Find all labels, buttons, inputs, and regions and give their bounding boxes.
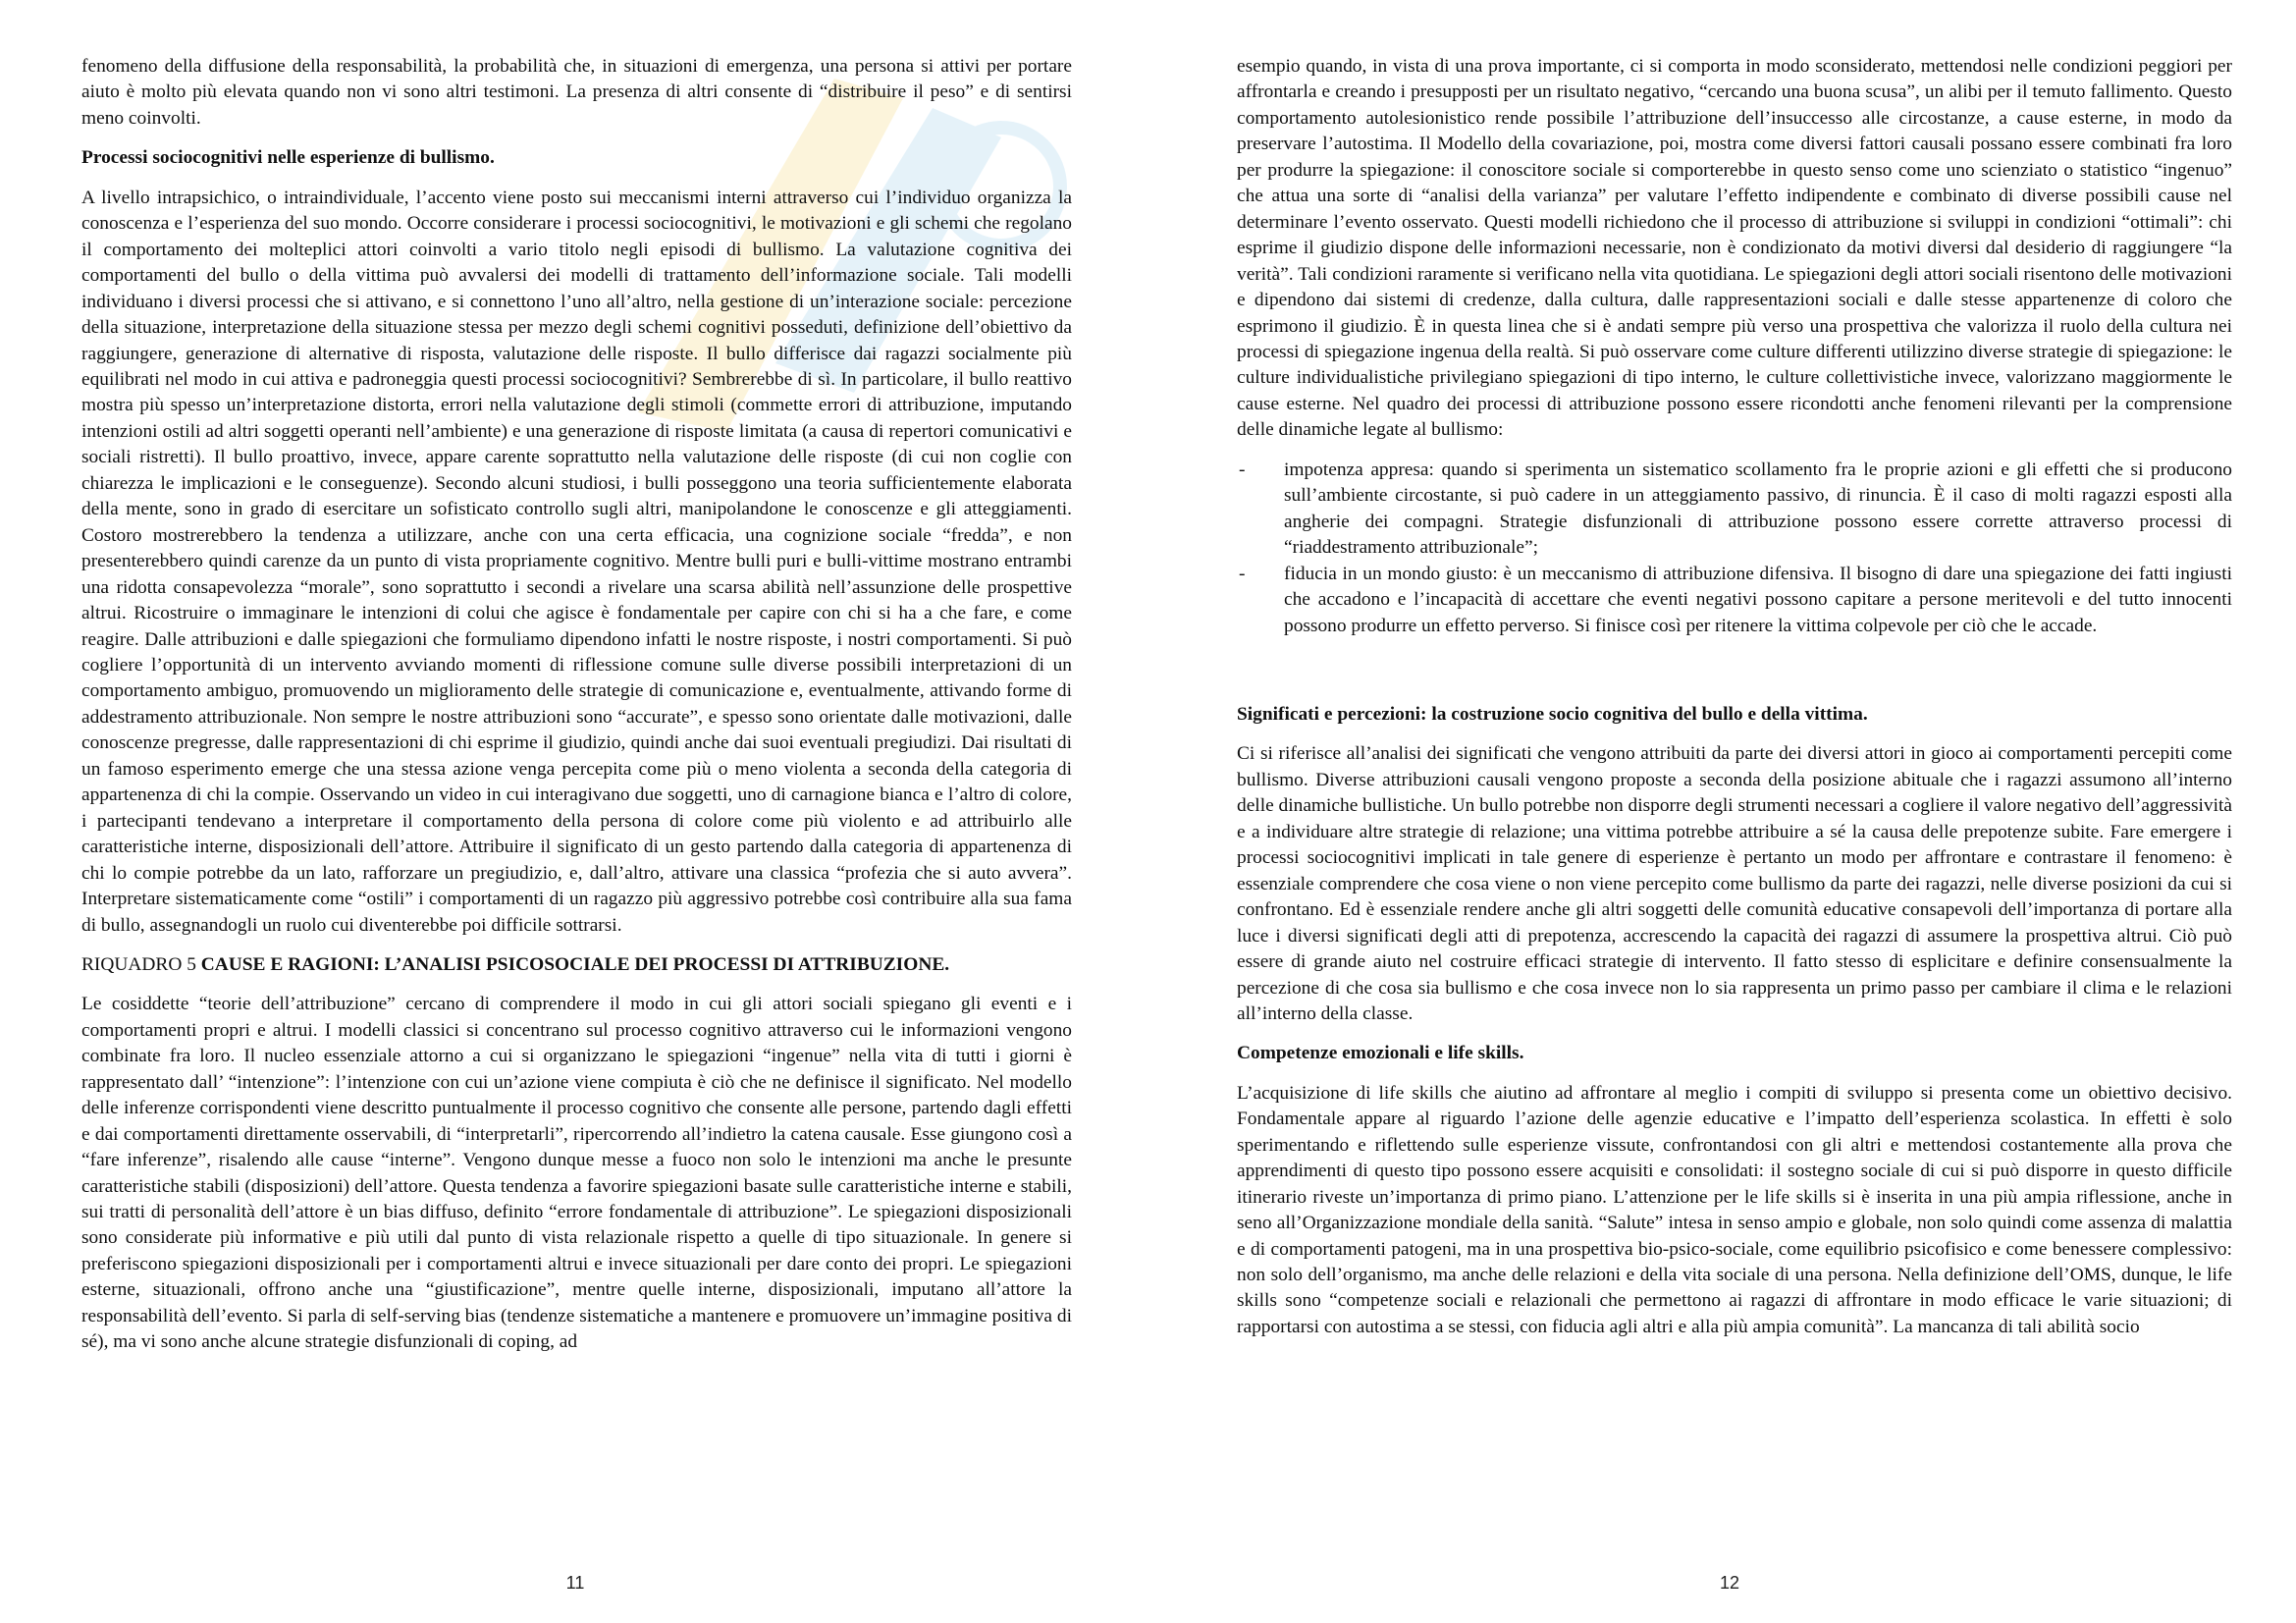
box-title	[81, 952, 1072, 978]
list-item	[1237, 458, 2232, 562]
right-paragraph-1: esempio quando, in vista di una prova importante, ci si comporta in modo sconsiderato, mettendosi nelle condizioni peggiori per affrontarla e creando i presupposti per un risultato negativo, “cercando una buona scusa”, un alibi per il temuto fallimento. Questo comportamento autolesionistico rende possibile l’attribuzione dell’insuccesso alle circostanze, a cause esterne, in modo da preservare l’autostima. Il Modello della covariazione, poi, mostra come diversi fattori causali possano essere combinati fra loro per produrre la spiegazione: il conoscitore sociale si comporterebbe in questo senso come uno scienziato o statistico “ingenuo” che attua una sorte di “analisi della varianza” per valutare l’effetto indipendente e combinato di diverse possibili cause nel determinare l’evento osservato. Questi modelli richiedono che il processo di attribuzione si sviluppi in condizioni “ottimali”: chi esprime il giudizio dispone delle informazioni necessarie, non è condizionato da motivi diversi dal desiderio di raggiungere “la verità”. Tali condizioni raramente si verificano nella vita quotidiana. Le spiegazioni degli attori sociali risentono delle motivazioni e dipendono dai sistemi di credenze, dalla cultura, dalle rappresentazioni sociali e dalle stesse appartenenze di coloro che esprimono il giudizio. È in questa linea che si è andati sempre più verso una prospettiva che valorizza il ruolo della cultura nei processi di spiegazione ingenua della realtà. Si può osservare come culture differenti utilizzino diverse strategie di spiegazione: le culture individualistiche privilegiano spiegazioni di tipo interno, le culture collettivistiche invece, valorizzano maggiormente le cause esterne. Nel quadro dei processi di attribuzione possono essere ricondotti anche fenomeni rilevanti per la comprensione delle dinamiche legate al bullismo:	[1237, 56, 2232, 441]
list-item-text: impotenza appresa: quando si sperimenta un sistematico scollamento fra le proprie azioni e gli effetti che si producono sull’ambiente circostante, si può cadere in un atteggiamento passivo, di rinuncia. È il caso di molti ragazzi esposti alla angherie dei compagni. Strategie disfunzionali di attribuzione possono essere corrette attraverso processi di “riaddestramento attribuzionale”;	[1284, 459, 2232, 559]
right-heading-competenze: Competenze emozionali e life skills.	[1237, 1043, 1524, 1064]
page-number-right: 12	[1719, 1573, 1740, 1593]
page-number-left: 11	[565, 1573, 585, 1593]
list-item	[1237, 562, 2232, 639]
left-paragraph-2: A livello intrapsichico, o intraindividuale, l’accento viene posto sui meccanismi interni attraverso cui l’individuo organizza la conoscenza e l’esperienza del suo mondo. Occorre considerare i processi sociocognitivi, le motivazioni e gli schemi che regolano il comportamento dei molteplici attori coinvolti a vario titolo negli episodi di bullismo. La valutazione cognitiva dei comportamenti del bullo o della vittima può avvalersi dei modelli di trattamento dell’informazione sociale. Tali modelli individuano i diversi processi che si attivano, e si connettono l’uno all’altro, nella gestione di un’interazione sociale: percezione della situazione, interpretazione della situazione stessa per mezzo degli schemi cognitivi posseduti, definizione dell’obiettivo da raggiungere, generazione di alternative di risposta, valutazione delle risposte. Il bullo differisce dai ragazzi socialmente più equilibrati nel modo in cui attiva e padroneggia questi processi sociocognitivi? Sembrerebbe di sì. In particolare, il bullo reattivo mostra più spesso un’interpretazione distorta, errori nella valutazione degli stimoli (commette errori di attribuzione, imputando intenzioni ostili ad altri soggetti operanti nell’ambiente) e una generazione di risposte limitata (a causa di repertori comunicativi e sociali ristretti). Il bullo proattivo, invece, appare carente soprattutto nella valutazione delle risposte (di cui non coglie con chiarezza le implicazioni e le conseguenze). Secondo alcuni studiosi, i bulli posseggono una teoria sufficientemente elaborata della mente, sono in grado di esercitare un sofisticato controllo sugli altri, manipolandone le conoscenze e gli atteggiamenti. Costoro mostrerebbero la tendenza a utilizzare, anche con una certa efficacia, una cognizione sociale “fredda”, e non presenterebbero quindi carenze da un punto di vista propriamente cognitivo. Mentre bulli puri e bulli-vittime mostrano entrambi una ridotta consapevolezza “morale”, sono soprattutto i secondi a rivelare una scarsa abilità nell’assunzione delle prospettive altrui. Ricostruire o immaginare le intenzioni di colui che agisce è fondamentale per capire con chi si ha a che fare, e come reagire. Dalle attribuzioni e dalle spiegazioni che formuliamo dipendono infatti le nostre risposte, i nostri comportamenti. Si può cogliere l’opportunità di un intervento avviando momenti di riflessione comune sulle diverse possibili interpretazioni di un comportamento ambiguo, promuovendo un miglioramento delle strategie di comunicazione e, eventualmente, attivando forme di addestramento attribuzionale. Non sempre le nostre attribuzioni sono “accurate”, e spesso sono orientate dalle motivazioni, dalle conoscenze pregresse, dalle rappresentazioni di chi esprime il giudizio, quindi anche dai suoi eventuali pregiudizi. Dai risultati di un famoso esperimento emerge che una stessa azione venga percepita come più o meno violenta a seconda della categoria di appartenenza di chi la compie. Osservando un video in cui interagivano due soggetti, uno di carnagione bianca e l’altro di colore, i partecipanti tendevano a interpretare il comportamento della persona di colore come più violento e ad attribuirlo alle caratteristiche interne, disposizionali dell’attore. Attribuire il significato di un gesto partendo dalla categoria di appartenenza di chi lo compie potrebbe da un lato, rafforzare un pregiudizio, e, dall’altro, attivare una classica “profezia che si auto avvera”. Interpretare sistematicamente come “ostili” i comportamenti di un ragazzo più aggressivo potrebbe così contribuire alla sua fama di bullo, assegnandogli un ruolo cui diventerebbe poi difficile sottrarsi.	[81, 187, 1072, 936]
list-bullet: -	[1239, 563, 1246, 584]
right-paragraph-2: Ci si riferisce all’analisi dei significati che vengono attribuiti da parte dei diversi attori in gioco ai comportamenti percepiti come bullismo. Diverse attribuzioni causali vengono proposte a seconda della posizione abituale che i ragazzi assumono all’interno delle dinamiche bullistiche. Un bullo potrebbe non disporre degli strumenti necessari a cogliere il valore negativo dell’aggressività e a individuare altre strategie di relazione; una vittima potrebbe attribuire a sé la causa delle prepotenze subite. Fare emergere i processi sociocognitivi implicati in tale genere di esperienze è pertanto un modo per affrontare e contrastare il fenomeno: è essenziale comprendere che cosa viene o non viene percepito come bullismo da parte dei ragazzi, nelle diverse posizioni da cui si confrontano. Ed è essenziale rendere anche gli altri soggetti delle comunità educative consapevoli dell’importanza di portare alla luce i diversi significati degli atti di prepotenza, accrescendo la capacità dei ragazzi di assumere la prospettiva altrui. Ciò può essere di grande aiuto nel costruire efficaci strategie di intervento. Il fatto stesso di esplicitare e definire consensualmente la percezione di che cosa sia bullismo e che cosa invece non lo sia rappresenta un primo passo per cambiare il clima e le relazioni all’interno della classe.	[1237, 743, 2232, 1024]
right-paragraph-3: L’acquisizione di life skills che aiutino ad affrontare al meglio i compiti di sviluppo si presenta come un obiettivo decisivo. Fondamentale appare al riguardo l’azione delle agenzie educative e l’impatto dell’esperienza scolastica. In effetti è solo sperimentando e riflettendo sulle esperienze vissute, confrontandosi con gli altri e mettendosi costantemente alla prova che apprendimenti di questo tipo possono essere acquisiti e consolidati: il sostegno sociale di cui si può disporre in questo difficile itinerario riveste un’importanza di primo piano. L’attenzione per le life skills si è inserita in una più ampia riflessione, anche in seno all’Organizzazione mondiale della sanità. “Salute” intesa in senso ampio e globale, non solo quindi come assenza di malattia e di comportamenti patogeni, ma in una prospettiva bio-psico-sociale, come equilibrio psicofisico e come benessere complessivo: non solo dell’organismo, ma anche delle relazioni e della vita sociale di una persona. Nella definizione dell’OMS, dunque, le life skills sono “competenze sociali e relazionali che permettono ai ragazzi di affrontare in modo efficace le varie situazioni; di rapportarsi con autostima a se stessi, con fiducia agli altri e alla più ampia comunità”. La mancanza di tali abilità socio	[1237, 1082, 2232, 1337]
right-page-content	[1237, 54, 2232, 1340]
left-paragraph-1: fenomeno della diffusione della responsabilità, la probabilità che, in situazioni di emergenza, una persona si attivi per portare aiuto è molto più elevata quando non vi sono altri testimoni. La presenza di altri consente di “distribuire il peso” e di sentirsi meno coinvolti.	[81, 56, 1072, 129]
box-prefix: RIQUADRO 5	[81, 953, 196, 975]
list-item-text: fiducia in un mondo giusto: è un meccanismo di attribuzione difensiva. Il bisogno di dare una spiegazione dei fatti ingiusti che accadono e l’incapacità di accettare che eventi negativi possono capitare a persone meritevoli e del tutto innocenti possono produrre un effetto perverso. Si finisce così per ritenere la vittima colpevole per ciò che le accade.	[1284, 563, 2232, 636]
attribution-list	[1237, 458, 2232, 639]
spacer	[1237, 639, 2232, 688]
list-bullet: -	[1239, 459, 1246, 480]
left-page-content	[81, 54, 1072, 1356]
left-paragraph-3: Le cosiddette “teorie dell’attribuzione” cercano di comprendere il modo in cui gli attori sociali spiegano gli eventi e i comportamenti propri e altrui. I modelli classici si concentrano sul processo cognitivo attraverso cui le informazioni vengono combinate fra loro. Il nucleo essenziale attorno a cui si organizzano le spiegazioni “ingenue” nella vita di tutti i giorni è rappresentato dall’ “intenzione”: l’intenzione con cui un’azione viene compiuta è ciò che ne definisce il significato. Nel modello delle inferenze corrispondenti viene descritto puntualmente il processo cognitivo che consente alle persone, partendo dagli effetti e dai comportamenti direttamente osservabili, di “interpretarli”, ripercorrendo all’indietro la catena causale. Esse giungono così a “fare inferenze”, risalendo alle cause “interne”. Vengono dunque messe a fuoco non solo le intenzioni ma anche le presunte caratteristiche stabili (disposizioni) dell’attore. Questa tendenza a favorire spiegazioni basate sulle caratteristiche interne e stabili, sui tratti di personalità dell’attore è un bias diffuso, definito “errore fondamentale di attribuzione”. Le spiegazioni disposizionali sono considerate più informative e più utili dal punto di vista relazionale rispetto a quelle di tipo situazionale. In genere si preferiscono spiegazioni disposizionali per i comportamenti altrui e invece situazionali per dare conto dei propri. Le spiegazioni esterne, situazionali, offrono anche una “giustificazione”, mentre quelle interne, disposizionali, imputano all’attore la responsabilità dell’evento. Si parla di self-serving bias (tendenze sistematiche a mantenere e promuovere un’immagine positiva di sé), ma vi sono anche alcune strategie disfunzionali di coping, ad	[81, 994, 1072, 1353]
right-heading-significati: Significati e percezioni: la costruzione socio cognitiva del bullo e della vittima.	[1237, 703, 1868, 725]
box-title-text: CAUSE E RAGIONI: L’ANALISI PSICOSOCIALE DEI PROCESSI DI ATTRIBUZIONE.	[200, 953, 950, 975]
page-right	[1148, 0, 2296, 1623]
left-heading-bullismo: Processi sociocognitivi nelle esperienze di bullismo.	[81, 147, 495, 169]
